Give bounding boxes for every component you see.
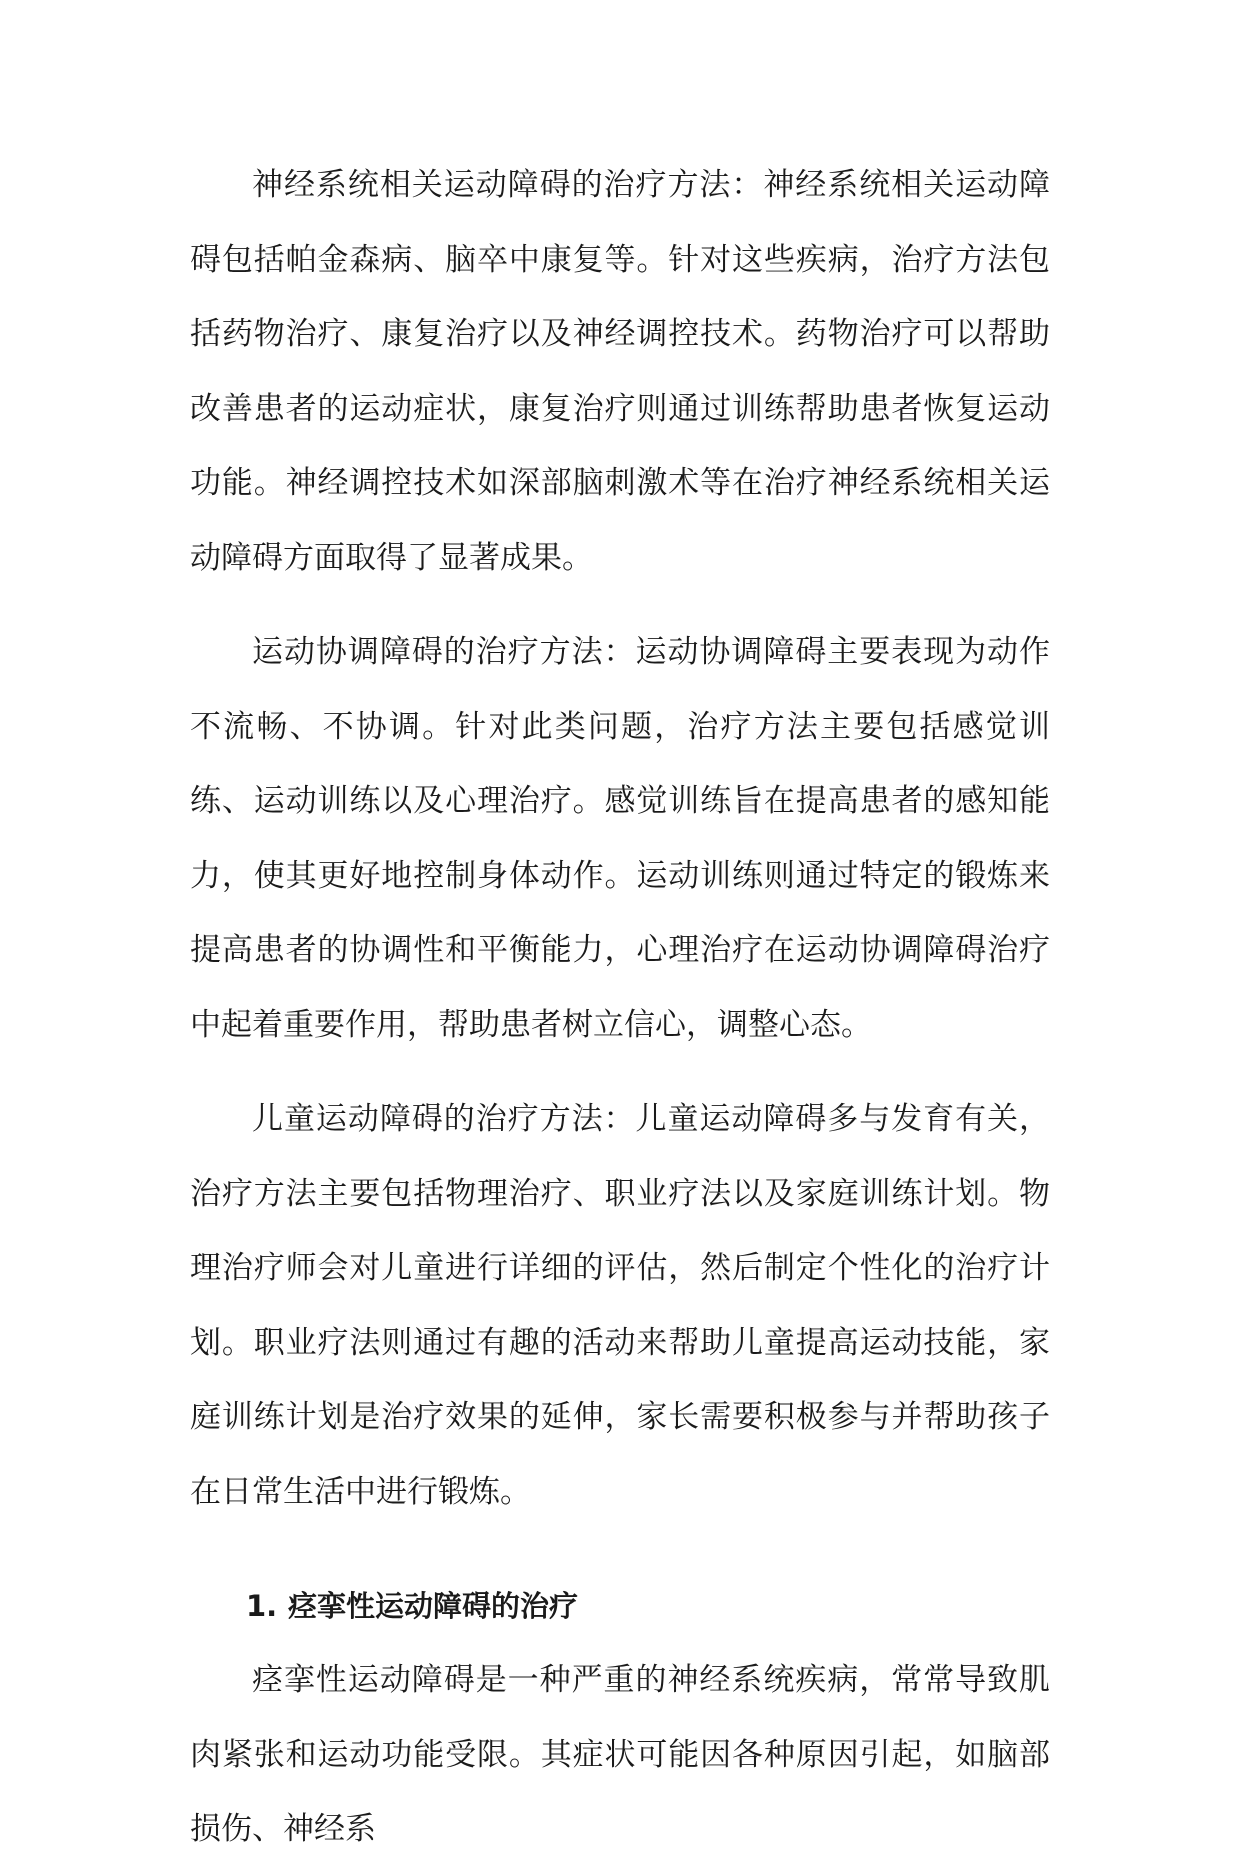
section-title: 痉挛性运动障碍的治疗 (288, 1589, 579, 1623)
section-heading (190, 1569, 1050, 1643)
paragraph-spacer (190, 1549, 1050, 1569)
paragraph-spacer (190, 1062, 1050, 1082)
paragraph-spacer (190, 595, 1050, 615)
paragraph-spacer (190, 1529, 1050, 1549)
paragraph-pediatric-disorders: 儿童运动障碍的治疗方法：儿童运动障碍多与发育有关，治疗方法主要包括物理治疗、职业疗法以及家庭训练计划。物理治疗师会对儿童进行详细的评估，然后制定个性化的治疗计划。职业疗法则通过有趣的活动来帮助儿童提高运动技能，家庭训练计划是治疗效果的延伸，家长需要积极参与并帮助孩子在日常生活中进行锻炼。 (190, 1101, 1050, 1510)
document-body (190, 148, 1050, 1867)
section-number: 1. (246, 1589, 278, 1623)
paragraph-neurological-disorders: 神经系统相关运动障碍的治疗方法：神经系统相关运动障碍包括帕金森病、脑卒中康复等。针对这些疾病，治疗方法包括药物治疗、康复治疗以及神经调控技术。药物治疗可以帮助改善患者的运动症状，康复治疗则通过训练帮助患者恢复运动功能。神经调控技术如深部脑刺激术等在治疗神经系统相关运动障碍方面取得了显著成果。 (190, 167, 1050, 576)
paragraph-spastic-disorders: 痉挛性运动障碍是一种严重的神经系统疾病，常常导致肌肉紧张和运动功能受限。其症状可能因各种原因引起，如脑部损伤、神经系 (190, 1662, 1050, 1847)
paragraph-coordination-disorders: 运动协调障碍的治疗方法：运动协调障碍主要表现为动作不流畅、不协调。针对此类问题，治疗方法主要包括感觉训练、运动训练以及心理治疗。感觉训练旨在提高患者的感知能力，使其更好地控制身体动作。运动训练则通过特定的锻炼来提高患者的协调性和平衡能力，心理治疗在运动协调障碍治疗中起着重要作用，帮助患者树立信心，调整心态。 (190, 634, 1050, 1043)
